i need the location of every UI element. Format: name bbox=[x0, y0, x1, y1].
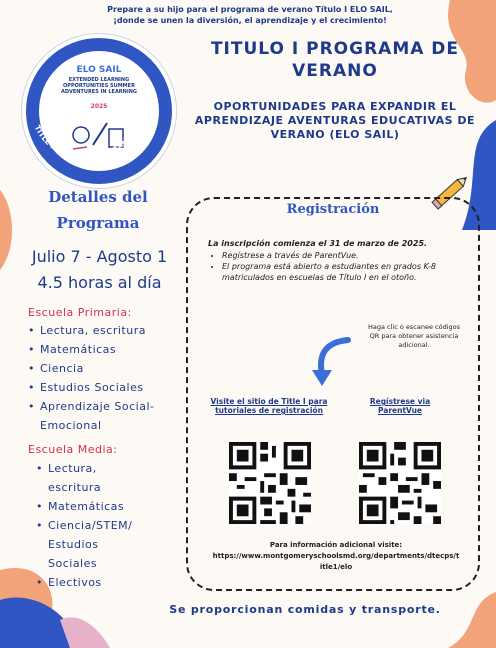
middle-subject-list bbox=[36, 459, 146, 592]
list-item: • Matemáticas bbox=[28, 340, 178, 359]
list-item: • El programa está abierto a estudiantes en grados K-8 matriculados en escuelas de Título I en el otoño. bbox=[222, 261, 470, 283]
parentvue-qr-code[interactable] bbox=[359, 442, 441, 524]
registration-title: Registración bbox=[286, 202, 380, 217]
list-item: • Lectura, escritura bbox=[36, 459, 146, 497]
curved-arrow-icon bbox=[304, 336, 354, 388]
registration-info bbox=[208, 238, 470, 283]
list-item: • Regístrese a través de ParentVue. bbox=[222, 250, 470, 261]
registration-start: La inscripción comienza el 31 de marzo de 2025. bbox=[208, 239, 428, 248]
list-item: • Matemáticas bbox=[36, 497, 146, 516]
title1-qr-code[interactable] bbox=[229, 442, 311, 524]
info-url-link[interactable]: https://www.montgomeryschoolsmd.org/departments/dtecps/title1/elo bbox=[212, 552, 460, 571]
middle-heading: Escuela Media: bbox=[28, 443, 118, 456]
list-item: • Lectura, escritura bbox=[28, 321, 178, 340]
elo-sail-logo bbox=[22, 34, 176, 188]
svg-text:TITLE I SUMMER PROGRAMS: TITLE I SUMMER PROGRAMS bbox=[32, 123, 134, 163]
intro-line-1: Prepare a su hijo para el programa de verano Título I ELO SAIL, bbox=[107, 5, 393, 14]
intro-line-2: ¡donde se unen la diversión, el aprendizaje y el crecimiento! bbox=[113, 16, 387, 25]
registration-bullets bbox=[208, 250, 470, 283]
page-subtitle: OPORTUNIDADES PARA EXPANDIR EL APRENDIZAJE AVENTURAS EDUCATIVAS DE VERANO (ELO SAIL) bbox=[194, 100, 476, 141]
list-item: • Ciencia/STEM/ Estudios Sociales bbox=[36, 516, 146, 573]
logo-year: 2025 bbox=[90, 103, 108, 110]
parentvue-link[interactable]: Regístrese via ParentVue bbox=[369, 397, 431, 415]
intro-text bbox=[90, 4, 410, 26]
logo-brand: ELO SAIL bbox=[76, 65, 122, 75]
footer-note: Se proporcionan comidas y transporte. bbox=[169, 603, 441, 616]
primary-subject-list bbox=[28, 321, 178, 435]
program-hours: 4.5 horas al día bbox=[37, 273, 162, 292]
title1-tutorials-link[interactable]: Visite el sitio de Title I para tutoriales de registración bbox=[210, 397, 328, 415]
info-label: Para información adicional visite: bbox=[269, 541, 403, 549]
program-dates: Julio 7 - Agosto 1 bbox=[31, 247, 168, 266]
list-item: • Ciencia bbox=[28, 359, 178, 378]
logo-tagline: EXTENDED LEARNING OPPORTUNITIES SUMMER ADVENTURES IN LEARNING bbox=[60, 77, 137, 95]
page-title: TITULO I PROGRAMA DE VERANO bbox=[210, 39, 460, 81]
program-schedule bbox=[12, 244, 187, 296]
primary-heading: Escuela Primaria: bbox=[28, 306, 132, 319]
list-item: • Electivos bbox=[36, 573, 146, 592]
bottom-right-blob bbox=[438, 592, 496, 648]
logo-ring-text bbox=[13, 25, 159, 171]
list-item: • Aprendizaje Social-Emocional bbox=[28, 397, 160, 435]
additional-info bbox=[212, 540, 460, 573]
list-item: • Estudios Sociales bbox=[28, 378, 178, 397]
qr-help-text: Haga clic o escanee códigos QR para obtener asistencia adicional. bbox=[367, 323, 460, 349]
details-heading: Detalles del Programa bbox=[48, 188, 148, 232]
